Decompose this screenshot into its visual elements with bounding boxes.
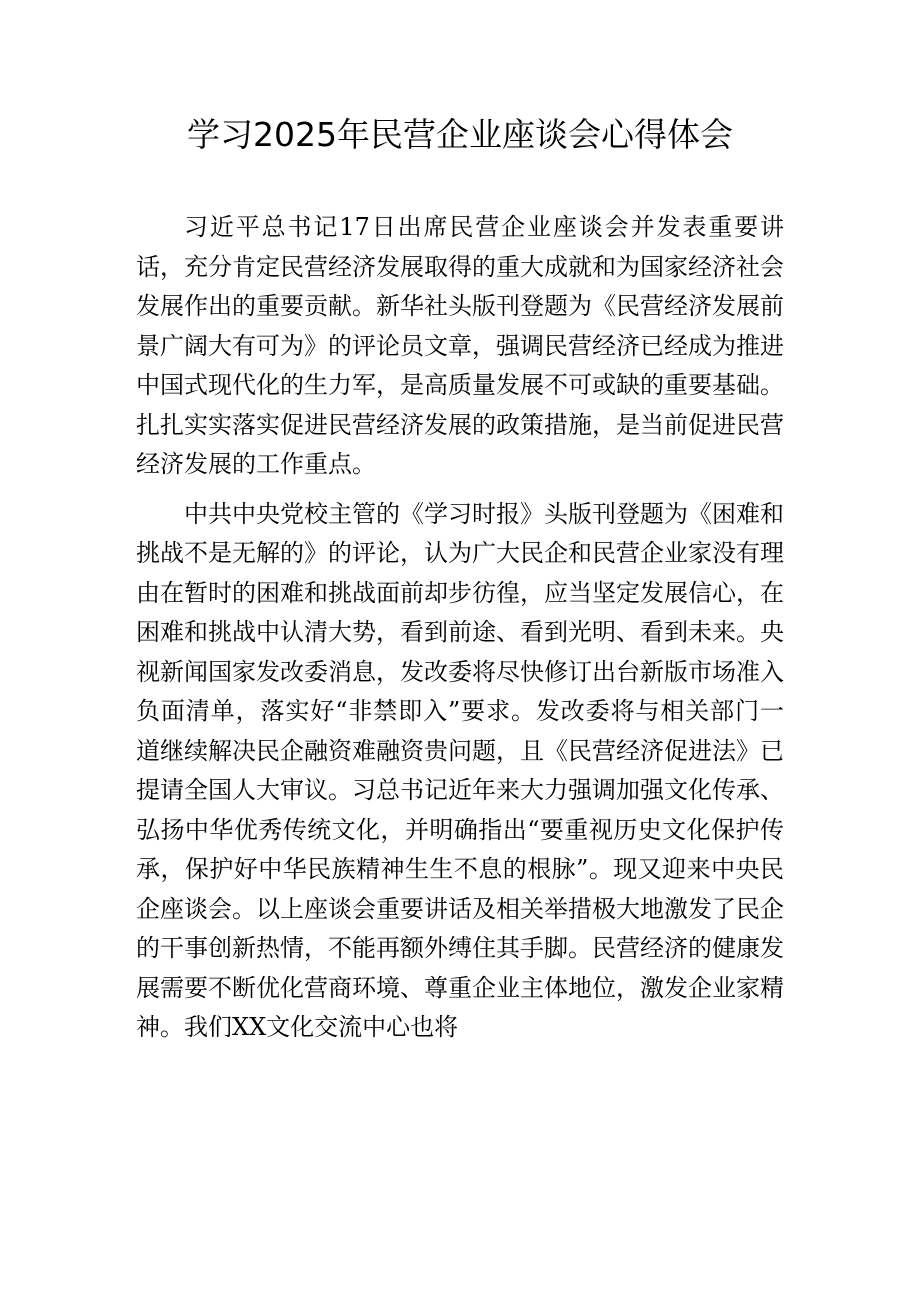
paragraph-2: 中共中央党校主管的《学习时报》头版刊登题为《困难和挑战不是无解的》的评论，认为广大民企和民营企业家没有理由在暂时的困难和挑战面前却步彷徨，应当坚定发展信心，在困难和挑战中认清大势，看到前途、看到光明、看到未来。央视新闻国家发改委消息，发改委将尽快修订出台新版市场准入负面清单，落实好“非禁即入”要求。发改委将与相关部门一道继续解决民企融资难融资贵问题，且《民营经济促进法》已提请全国人大审议。习总书记近年来大力强调加强文化传承、弘扬中华优秀传统文化，并明确指出“要重视历史文化保护传承，保护好中华民族精神生生不息的根脉”。现又迎来中央民企座谈会。以上座谈会重要讲话及相关举措极大地激发了民企的干事创新热情，不能再额外缚住其手脚。民营经济的健康发展需要不断优化营商环境、尊重企业主体地位，激发企业家精神。我们XX文化交流中心也将 xyxy=(136,499,784,1041)
paragraph-1: 习近平总书记17日出席民营企业座谈会并发表重要讲话，充分肯定民营经济发展取得的重大成就和为国家经济社会发展作出的重要贡献。新华社头版刊登题为《民营经济发展前景广阔大有可为》的评论员文章，强调民营经济已经成为推进中国式现代化的生力军，是高质量发展不可或缺的重要基础。扎扎实实落实促进民营经济发展的政策措施，是当前促进民营经济发展的工作重点。 xyxy=(136,213,784,478)
document-title: 学习2025年民营企业座谈会心得体会 xyxy=(187,115,733,154)
document-body xyxy=(136,208,784,1058)
